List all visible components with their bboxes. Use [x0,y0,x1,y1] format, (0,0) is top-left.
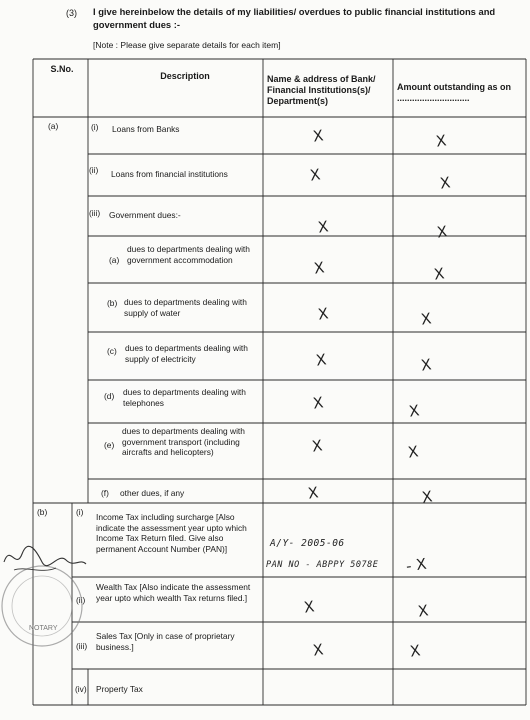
header-description: Description [160,71,210,81]
cross-mark: X [311,393,325,413]
cross-mark: X [408,641,422,661]
row-letter: (f) [101,488,109,498]
dash-cross-mark: - X [404,554,428,576]
cross-mark: X [316,217,330,237]
row-description: Government dues:- [109,210,181,220]
cross-mark: X [316,304,330,324]
cross-mark: X [308,165,322,185]
row-description: Loans from financial institutions [111,169,228,179]
row-letter: (e) [104,440,115,450]
row-number: (ii) [76,595,86,605]
row-description: dues to departments dealing with supply of electricity [125,343,248,364]
cross-mark: X [438,173,452,193]
row-description: Wealth Tax [Also indicate the assessment year upto which wealth Tax returns filed.] [96,582,251,603]
row-description: Property Tax [96,684,143,694]
row-description: dues to departments dealing with government accommodation [127,244,250,265]
notary-stamp [0,540,92,652]
cross-mark: X [419,355,433,375]
cross-mark: X [406,442,420,462]
row-description: other dues, if any [120,488,185,498]
row-letter: (c) [107,346,117,356]
row-description: dues to departments dealing with government transport (including aircrafts and helicopters) [122,426,245,458]
row-letter: (b) [107,298,118,308]
row-description: Sales Tax [Only in case of proprietary business.] [96,631,235,652]
cross-mark: X [306,483,320,503]
row-description: Income Tax including surcharge [Also indicate the assessment year upto which Income Tax Return filed. Give also permanent Account Number (PAN)] [96,512,247,554]
row-letter: (d) [104,391,115,401]
handwritten-assessment-year: A/Y- 2005-06 [270,538,345,549]
header-sno: S.No. [50,64,74,74]
row-letter: (a) [109,255,120,265]
section-label-a: (a) [48,121,59,131]
note-text: [Note : Please give separate details for each item] [93,40,281,50]
section-label-b: (b) [37,507,48,517]
cross-mark: X [416,601,430,621]
cross-mark: X [432,264,446,284]
row-number: (i) [76,507,84,517]
item-number: (3) [66,8,77,18]
stamp-text: NOTARY [29,625,58,632]
row-number: (i) [91,122,99,132]
intro-text: I give hereinbelow the details of my liabilities/ overdues to public financial institutions and government dues :- [93,6,496,30]
cross-mark: X [420,487,434,507]
row-description: dues to departments dealing with telephones [123,387,246,408]
header-amount: Amount outstanding as on ............................. [397,82,511,103]
row-number: (iv) [75,684,87,694]
row-number: (ii) [89,165,99,175]
cross-mark: X [310,436,324,456]
row-description: Loans from Banks [112,124,180,134]
cross-mark: X [435,222,449,242]
cross-mark: X [311,640,325,660]
cross-mark: X [302,597,316,617]
row-number: (iii) [76,641,88,651]
cross-mark: X [407,401,421,421]
cross-mark: X [311,126,325,146]
handwritten-pan: PAN NO - ABPPY 5078E [266,560,379,570]
row-description: dues to departments dealing with supply of water [124,297,247,318]
row-number: (iii) [89,208,101,218]
cross-mark: X [314,350,328,370]
header-name-address: Name & address of Bank/ Financial Institutions(s)/ Department(s) [267,74,376,106]
cross-mark: X [312,258,326,278]
cross-mark: X [419,309,433,329]
cross-mark: X [434,131,448,151]
